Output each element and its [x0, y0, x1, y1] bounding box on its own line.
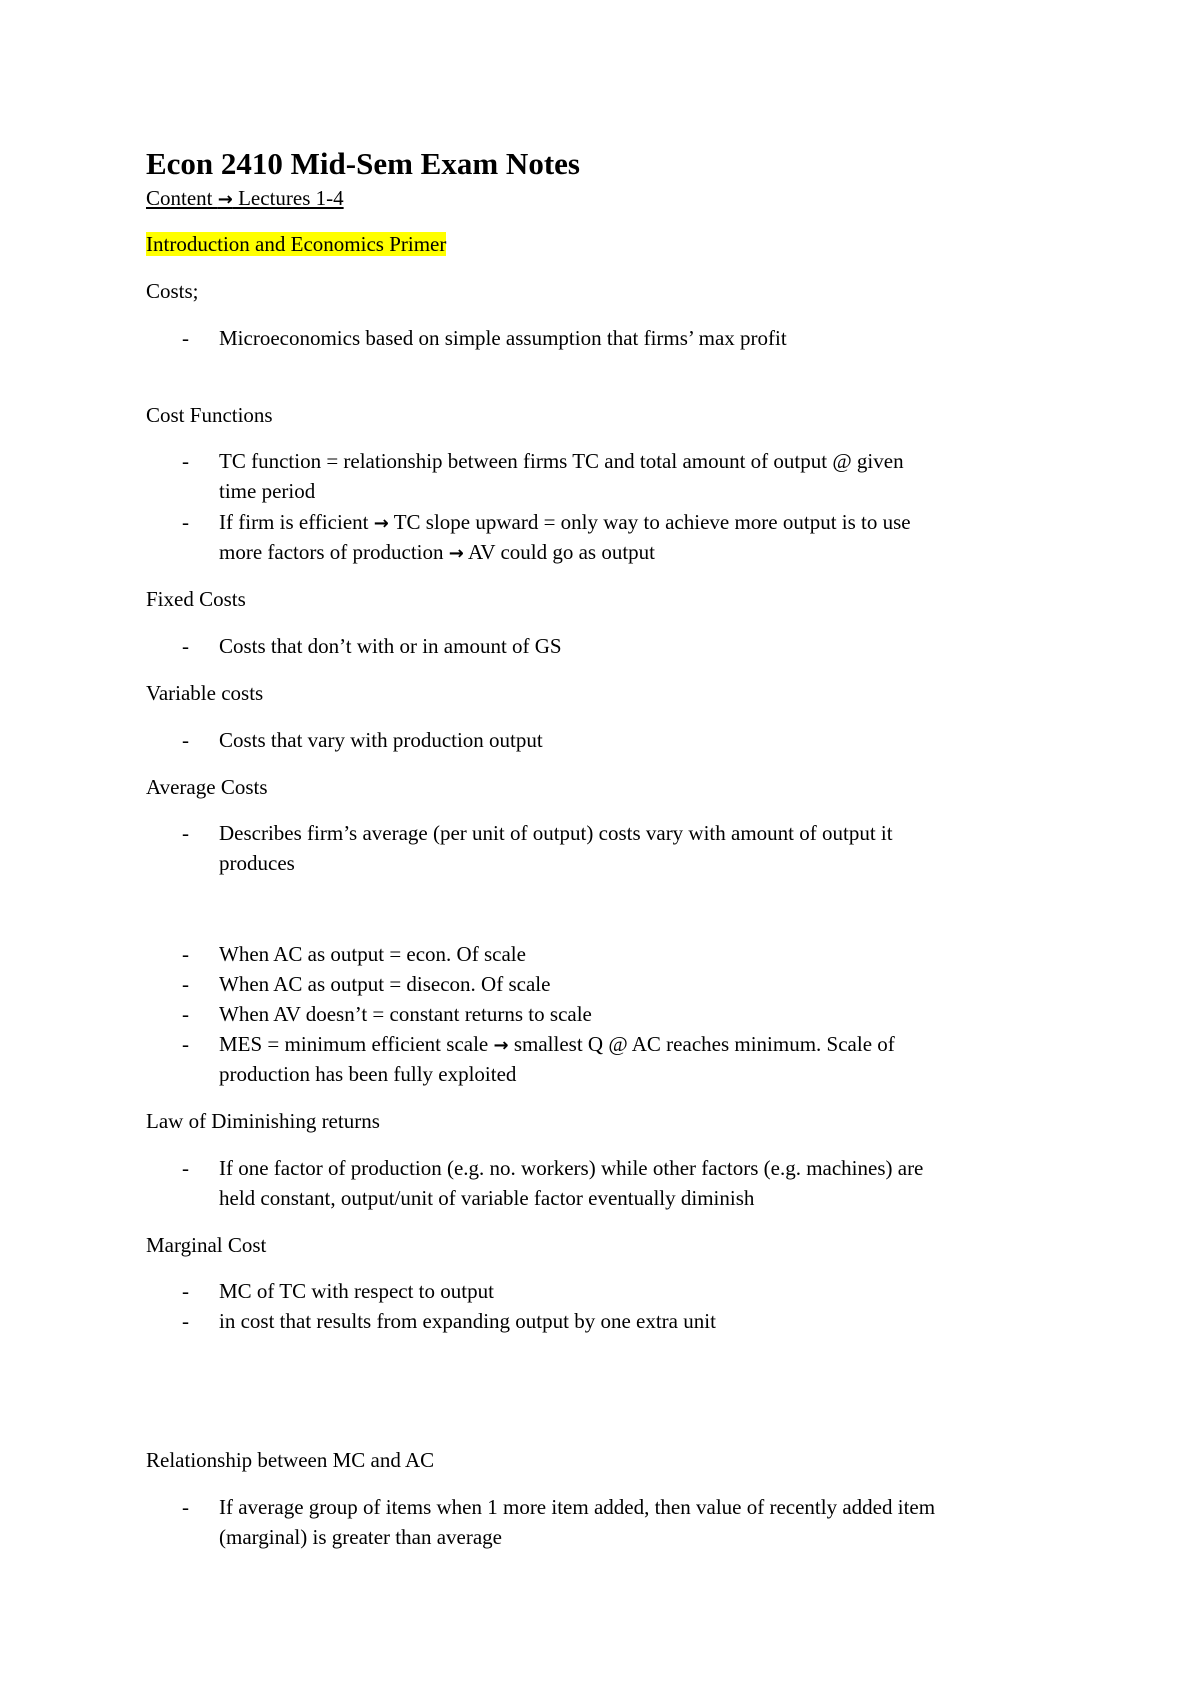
bullet-marker: -: [182, 1156, 189, 1180]
variable-costs-heading: Variable costs: [146, 681, 264, 705]
document-title: Econ 2410 Mid-Sem Exam Notes: [146, 146, 580, 181]
bullet-marker: -: [182, 1002, 189, 1026]
text-segment: MES = minimum efficient scale: [219, 1032, 494, 1056]
diminishing-returns-heading: Law of Diminishing returns: [146, 1109, 380, 1133]
bullet-marker: -: [182, 821, 189, 845]
section-heading-intro: [146, 229, 446, 259]
cost-functions-heading: Cost Functions: [146, 403, 273, 427]
bullet-marker: -: [182, 449, 189, 473]
bullet-marker: -: [182, 326, 189, 350]
marginal-cost-item-2: in cost that results from expanding output by one extra unit: [219, 1309, 716, 1333]
mc-ac-item-1-line-1: If average group of items when 1 more item added, then value of recently added item: [219, 1495, 936, 1519]
average-costs-item-5-line-2: production has been fully exploited: [219, 1062, 517, 1086]
text-segment: If firm is efficient: [219, 510, 374, 534]
average-costs-item-1-line-1: Describes firm’s average (per unit of output) costs vary with amount of output it: [219, 821, 893, 845]
bullet-marker: -: [182, 1032, 189, 1056]
variable-costs-item: Costs that vary with production output: [219, 728, 543, 752]
average-costs-item-5-line-1: [219, 1029, 1059, 1061]
mc-ac-item-1-line-2: (marginal) is greater than average: [219, 1525, 502, 1549]
text-segment: more factors of production: [219, 540, 449, 564]
bullet-marker: -: [182, 728, 189, 752]
content-prefix: Content: [146, 186, 218, 210]
average-costs-item-2: When AC as output = econ. Of scale: [219, 942, 526, 966]
bullet-marker: -: [182, 1279, 189, 1303]
content-line: [146, 183, 344, 215]
average-costs-item-4: When AV doesn’t = constant returns to scale: [219, 1002, 592, 1026]
bullet-marker: -: [182, 634, 189, 658]
content-suffix: Lectures 1-4: [232, 186, 344, 210]
arrow-icon: →: [217, 189, 233, 210]
bullet-marker: -: [182, 972, 189, 996]
diminishing-item-1-line-2: held constant, output/unit of variable factor eventually diminish: [219, 1186, 755, 1210]
arrow-icon: →: [493, 1035, 509, 1056]
arrow-icon: →: [448, 543, 464, 564]
text-segment: AV could go as output: [463, 540, 656, 564]
marginal-cost-item-1: MC of TC with respect to output: [219, 1279, 494, 1303]
diminishing-item-1-line-1: If one factor of production (e.g. no. workers) while other factors (e.g. machines) are: [219, 1156, 924, 1180]
cost-functions-item-2-line-2: [219, 537, 1059, 569]
highlighted-heading: Introduction and Economics Primer: [146, 232, 447, 256]
arrow-icon: →: [373, 513, 389, 534]
average-costs-heading: Average Costs: [146, 775, 268, 799]
bullet-marker: -: [182, 942, 189, 966]
cost-functions-item-2-line-1: [219, 507, 1059, 539]
marginal-cost-heading: Marginal Cost: [146, 1233, 267, 1257]
bullet-marker: -: [182, 510, 189, 534]
text-segment: TC slope upward = only way to achieve more output is to use: [388, 510, 911, 534]
costs-heading: Costs;: [146, 279, 199, 303]
cost-functions-item-1-line-1: TC function = relationship between firms TC and total amount of output @ given: [219, 449, 904, 473]
text-segment: smallest Q @ AC reaches minimum. Scale of: [508, 1032, 895, 1056]
bullet-marker: -: [182, 1495, 189, 1519]
cost-functions-item-1-line-2: time period: [219, 479, 316, 503]
fixed-costs-heading: Fixed Costs: [146, 587, 246, 611]
average-costs-item-3: When AC as output = disecon. Of scale: [219, 972, 551, 996]
bullet-marker: -: [182, 1309, 189, 1333]
fixed-costs-item: Costs that don’t with or in amount of GS: [219, 634, 562, 658]
costs-item: Microeconomics based on simple assumption that firms’ max profit: [219, 326, 787, 350]
average-costs-item-1-line-2: produces: [219, 851, 295, 875]
mc-ac-heading: Relationship between MC and AC: [146, 1448, 435, 1472]
